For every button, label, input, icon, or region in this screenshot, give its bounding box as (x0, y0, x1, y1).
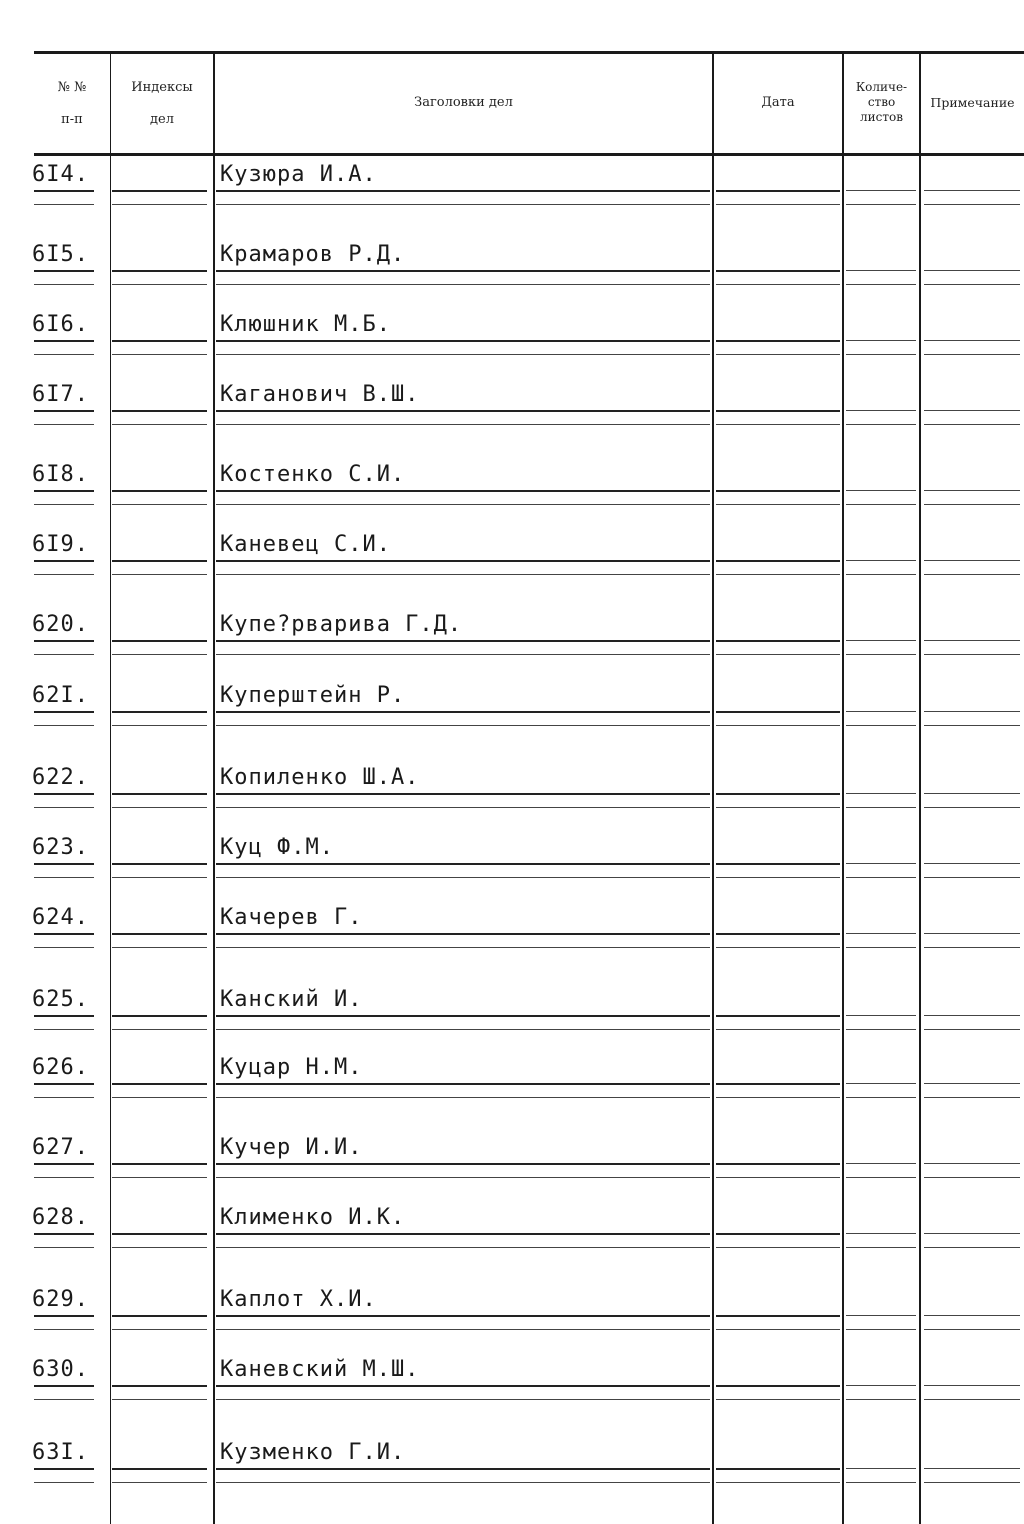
ruled-line (846, 1468, 916, 1469)
ruled-line (216, 1315, 710, 1317)
ruled-line (112, 560, 207, 562)
ruled-line (924, 284, 1020, 285)
ruled-line (924, 1399, 1020, 1400)
ruled-line (924, 947, 1020, 948)
row-title: Каплот Х.И. (220, 1287, 377, 1312)
ruled-line (216, 654, 710, 655)
ruled-line (112, 204, 207, 205)
ruled-line (34, 574, 94, 575)
ruled-line (924, 1482, 1020, 1483)
ruled-line (846, 270, 916, 271)
ruled-line (112, 424, 207, 425)
ruled-line (716, 1015, 840, 1017)
ruled-line (716, 640, 840, 642)
ruled-line (716, 711, 840, 713)
row-title: Каганович В.Ш. (220, 382, 420, 407)
row-title: Канский И. (220, 987, 363, 1012)
ruled-line (34, 270, 94, 272)
ruled-line (34, 424, 94, 425)
ruled-line (716, 270, 840, 272)
ruled-line (716, 807, 840, 808)
ruled-line (216, 1015, 710, 1017)
ruled-line (216, 1468, 710, 1470)
ruled-line (846, 1097, 916, 1098)
ruled-line (34, 410, 94, 412)
table-row (0, 683, 1024, 757)
ruled-line (112, 270, 207, 272)
table-row (0, 462, 1024, 536)
ruled-line (846, 1233, 916, 1234)
ruled-line (216, 1163, 710, 1165)
ruled-line (846, 1177, 916, 1178)
ruled-line (112, 1468, 207, 1470)
ruled-line (846, 933, 916, 934)
table-row (0, 242, 1024, 316)
ruled-line (716, 654, 840, 655)
ruled-line (112, 1163, 207, 1165)
ruled-line (34, 947, 94, 948)
ruled-line (716, 204, 840, 205)
ruled-line (716, 1029, 840, 1030)
ruled-line (846, 793, 916, 794)
ruled-line (34, 1097, 94, 1098)
ruled-line (112, 711, 207, 713)
table-row (0, 1440, 1024, 1514)
ruled-line (716, 504, 840, 505)
ruled-line (112, 947, 207, 948)
ruled-line (716, 410, 840, 412)
ruled-line (716, 574, 840, 575)
ruled-line (924, 711, 1020, 712)
ruled-line (34, 340, 94, 342)
ruled-line (846, 424, 916, 425)
row-number: 6I5. (32, 242, 89, 267)
ruled-line (716, 793, 840, 795)
ruled-line (34, 807, 94, 808)
ruled-line (34, 190, 94, 192)
ruled-line (216, 1385, 710, 1387)
ruled-line (112, 284, 207, 285)
row-title: Костенко С.И. (220, 462, 406, 487)
ruled-line (846, 190, 916, 191)
ruled-line (216, 560, 710, 562)
header-count-line3: листов (860, 110, 903, 124)
table-row (0, 905, 1024, 979)
ruled-line (34, 933, 94, 935)
ruled-line (216, 947, 710, 948)
ruled-line (924, 354, 1020, 355)
ruled-line (216, 190, 710, 192)
ruled-line (924, 1097, 1020, 1098)
ruled-line (846, 284, 916, 285)
header-index (112, 80, 212, 128)
ruled-line (846, 504, 916, 505)
ruled-line (216, 725, 710, 726)
row-title: Куцар Н.М. (220, 1055, 363, 1080)
ruled-line (716, 190, 840, 192)
table-row (0, 1135, 1024, 1209)
ruled-line (924, 725, 1020, 726)
ruled-line (924, 574, 1020, 575)
ruled-line (216, 1399, 710, 1400)
ruled-line (924, 1315, 1020, 1316)
header-top-rule (34, 51, 1024, 54)
row-number: 6I9. (32, 532, 89, 557)
ruled-line (716, 1163, 840, 1165)
ruled-line (924, 877, 1020, 878)
ruled-line (216, 1177, 710, 1178)
ruled-line (34, 877, 94, 878)
ruled-line (924, 654, 1020, 655)
ruled-line (34, 490, 94, 492)
ruled-line (34, 863, 94, 865)
row-number: 628. (32, 1205, 89, 1230)
ruled-line (216, 877, 710, 878)
ruled-line (924, 1233, 1020, 1234)
ruled-line (846, 1247, 916, 1248)
ruled-line (846, 204, 916, 205)
table-row (0, 1055, 1024, 1129)
ruled-line (716, 1329, 840, 1330)
header-note: Примечание (930, 95, 1015, 110)
ruled-line (216, 1097, 710, 1098)
ruled-line (716, 1385, 840, 1387)
ruled-line (112, 877, 207, 878)
ruled-line (924, 1177, 1020, 1178)
ruled-line (846, 410, 916, 411)
ruled-line (716, 490, 840, 492)
ruled-line (924, 424, 1020, 425)
ruled-line (716, 1399, 840, 1400)
ruled-line (216, 490, 710, 492)
row-number: 627. (32, 1135, 89, 1160)
ruled-line (716, 933, 840, 935)
table-row (0, 312, 1024, 386)
ruled-line (34, 1163, 94, 1165)
ruled-line (924, 1163, 1020, 1164)
ruled-line (846, 877, 916, 878)
ruled-line (34, 654, 94, 655)
ruled-line (216, 574, 710, 575)
ruled-line (846, 1015, 916, 1016)
ruled-line (716, 424, 840, 425)
table-row (0, 835, 1024, 909)
row-number: 624. (32, 905, 89, 930)
table-row (0, 765, 1024, 839)
ruled-line (216, 284, 710, 285)
ruled-line (216, 354, 710, 355)
header-count-line1: Количе- (855, 80, 908, 94)
ruled-line (112, 1399, 207, 1400)
ruled-line (924, 1385, 1020, 1386)
ruled-line (216, 640, 710, 642)
ruled-line (112, 504, 207, 505)
table-row (0, 987, 1024, 1061)
ruled-line (112, 1315, 207, 1317)
ruled-line (34, 354, 94, 355)
ruled-line (846, 1029, 916, 1030)
ruled-line (34, 1385, 94, 1387)
ruled-line (846, 640, 916, 641)
row-title: Куц Ф.М. (220, 835, 334, 860)
header-count-line2: ство (867, 95, 896, 109)
ruled-line (846, 340, 916, 341)
ruled-line (846, 574, 916, 575)
ruled-line (716, 1233, 840, 1235)
row-number: 620. (32, 612, 89, 637)
ruled-line (34, 1177, 94, 1178)
ruled-line (716, 1315, 840, 1317)
ruled-line (34, 1482, 94, 1483)
row-number: 6I7. (32, 382, 89, 407)
ruled-line (216, 863, 710, 865)
ruled-line (716, 947, 840, 948)
ruled-line (112, 725, 207, 726)
ruled-line (216, 204, 710, 205)
header-index-line1: Индексы (131, 80, 193, 95)
table-row (0, 532, 1024, 606)
row-title: Кузменко Г.И. (220, 1440, 406, 1465)
ruled-line (924, 933, 1020, 934)
ruled-line (216, 424, 710, 425)
ruled-line (112, 574, 207, 575)
ruled-line (846, 1385, 916, 1386)
ruled-line (924, 190, 1020, 191)
ruled-line (34, 1399, 94, 1400)
row-number: 6I6. (32, 312, 89, 337)
ruled-line (112, 354, 207, 355)
ruled-line (716, 863, 840, 865)
ruled-line (924, 1083, 1020, 1084)
ruled-line (846, 1329, 916, 1330)
ruled-line (216, 1247, 710, 1248)
ruled-line (924, 640, 1020, 641)
ruled-line (112, 1233, 207, 1235)
ruled-line (34, 1083, 94, 1085)
ruled-line (716, 560, 840, 562)
ruled-line (216, 1329, 710, 1330)
ruled-line (34, 640, 94, 642)
ruled-line (716, 1097, 840, 1098)
table-row (0, 382, 1024, 456)
ruled-line (34, 504, 94, 505)
row-title: Копиленко Ш.А. (220, 765, 420, 790)
ruled-line (34, 711, 94, 713)
header-date: Дата (761, 95, 795, 110)
ruled-line (112, 1083, 207, 1085)
ruled-line (216, 410, 710, 412)
ruled-line (716, 284, 840, 285)
ruled-line (924, 807, 1020, 808)
ruled-line (846, 1083, 916, 1084)
ruled-line (34, 284, 94, 285)
ruled-line (216, 1233, 710, 1235)
ruled-line (716, 340, 840, 342)
row-title: Куперштейн Р. (220, 683, 406, 708)
ruled-line (846, 1163, 916, 1164)
ruled-line (216, 1029, 710, 1030)
header-number (36, 80, 108, 128)
row-number: 623. (32, 835, 89, 860)
ruled-line (846, 725, 916, 726)
ruled-line (716, 1083, 840, 1085)
ruled-line (34, 1468, 94, 1470)
ruled-line (216, 504, 710, 505)
table-row (0, 612, 1024, 686)
ruled-line (846, 711, 916, 712)
ruled-line (924, 270, 1020, 271)
ruled-line (112, 640, 207, 642)
ruled-line (846, 1399, 916, 1400)
ruled-line (112, 340, 207, 342)
ruled-line (924, 1015, 1020, 1016)
header-index-line2: дел (150, 112, 174, 127)
ruled-line (112, 1029, 207, 1030)
ruled-line (924, 410, 1020, 411)
ruled-line (216, 340, 710, 342)
row-number: 622. (32, 765, 89, 790)
ruled-line (216, 1083, 710, 1085)
table-row (0, 1287, 1024, 1361)
ruled-line (924, 560, 1020, 561)
ruled-line (924, 863, 1020, 864)
row-title: Клименко И.К. (220, 1205, 406, 1230)
header-number-line1: № № (57, 80, 87, 95)
ruled-line (112, 1015, 207, 1017)
ruled-line (34, 1029, 94, 1030)
header-sheet-count (844, 80, 919, 125)
ruled-line (924, 204, 1020, 205)
row-title: Каневский М.Ш. (220, 1357, 420, 1382)
ruled-line (846, 863, 916, 864)
header-title: Заголовки дел (414, 95, 513, 110)
ruled-line (216, 270, 710, 272)
row-title: Клюшник М.Б. (220, 312, 391, 337)
ruled-line (112, 1482, 207, 1483)
ruled-line (112, 933, 207, 935)
row-number: 626. (32, 1055, 89, 1080)
header-bottom-rule (34, 153, 1024, 156)
ruled-line (112, 1329, 207, 1330)
ruled-line (846, 560, 916, 561)
ruled-line (716, 1247, 840, 1248)
row-number: 63I. (32, 1440, 89, 1465)
ruled-line (716, 877, 840, 878)
ruled-line (716, 725, 840, 726)
ruled-line (216, 1482, 710, 1483)
ruled-line (34, 793, 94, 795)
row-title: Кучер И.И. (220, 1135, 363, 1160)
ruled-line (34, 725, 94, 726)
ruled-line (112, 793, 207, 795)
ruled-line (846, 1315, 916, 1316)
ruled-line (34, 1315, 94, 1317)
row-number: 62I. (32, 683, 89, 708)
ruled-line (112, 490, 207, 492)
ruled-line (112, 1097, 207, 1098)
row-number: 6I8. (32, 462, 89, 487)
ruled-line (716, 354, 840, 355)
row-number: 629. (32, 1287, 89, 1312)
row-title: Кузюра И.А. (220, 162, 377, 187)
ruled-line (924, 340, 1020, 341)
ruled-line (846, 654, 916, 655)
ruled-line (34, 1233, 94, 1235)
ruled-line (924, 793, 1020, 794)
ruled-line (112, 190, 207, 192)
ruled-line (112, 863, 207, 865)
ruled-line (216, 933, 710, 935)
ruled-line (112, 410, 207, 412)
ruled-line (112, 654, 207, 655)
row-number: 625. (32, 987, 89, 1012)
ruled-line (846, 490, 916, 491)
ruled-line (924, 1247, 1020, 1248)
ruled-line (112, 1177, 207, 1178)
ruled-line (924, 490, 1020, 491)
ruled-line (216, 793, 710, 795)
row-title: Качерев Г. (220, 905, 363, 930)
ruled-line (924, 504, 1020, 505)
ruled-line (924, 1329, 1020, 1330)
ruled-line (34, 204, 94, 205)
row-title: Крамаров Р.Д. (220, 242, 406, 267)
ruled-line (924, 1468, 1020, 1469)
row-title: Купе?рварива Г.Д. (220, 612, 463, 637)
ruled-line (34, 1015, 94, 1017)
ruled-line (216, 807, 710, 808)
ruled-line (924, 1029, 1020, 1030)
header-number-line2: п-п (61, 112, 83, 127)
ruled-line (716, 1177, 840, 1178)
ruled-line (846, 1482, 916, 1483)
ruled-line (846, 354, 916, 355)
ruled-line (846, 947, 916, 948)
ruled-line (716, 1482, 840, 1483)
ruled-line (846, 807, 916, 808)
ruled-line (112, 1247, 207, 1248)
row-title: Каневец С.И. (220, 532, 391, 557)
ruled-line (716, 1468, 840, 1470)
ruled-line (112, 1385, 207, 1387)
row-number: 6I4. (32, 162, 89, 187)
ruled-line (34, 560, 94, 562)
table-row (0, 162, 1024, 236)
ruled-line (112, 807, 207, 808)
ruled-line (216, 711, 710, 713)
table-row (0, 1205, 1024, 1279)
ruled-line (34, 1247, 94, 1248)
table-row (0, 1357, 1024, 1431)
row-number: 630. (32, 1357, 89, 1382)
ruled-line (34, 1329, 94, 1330)
